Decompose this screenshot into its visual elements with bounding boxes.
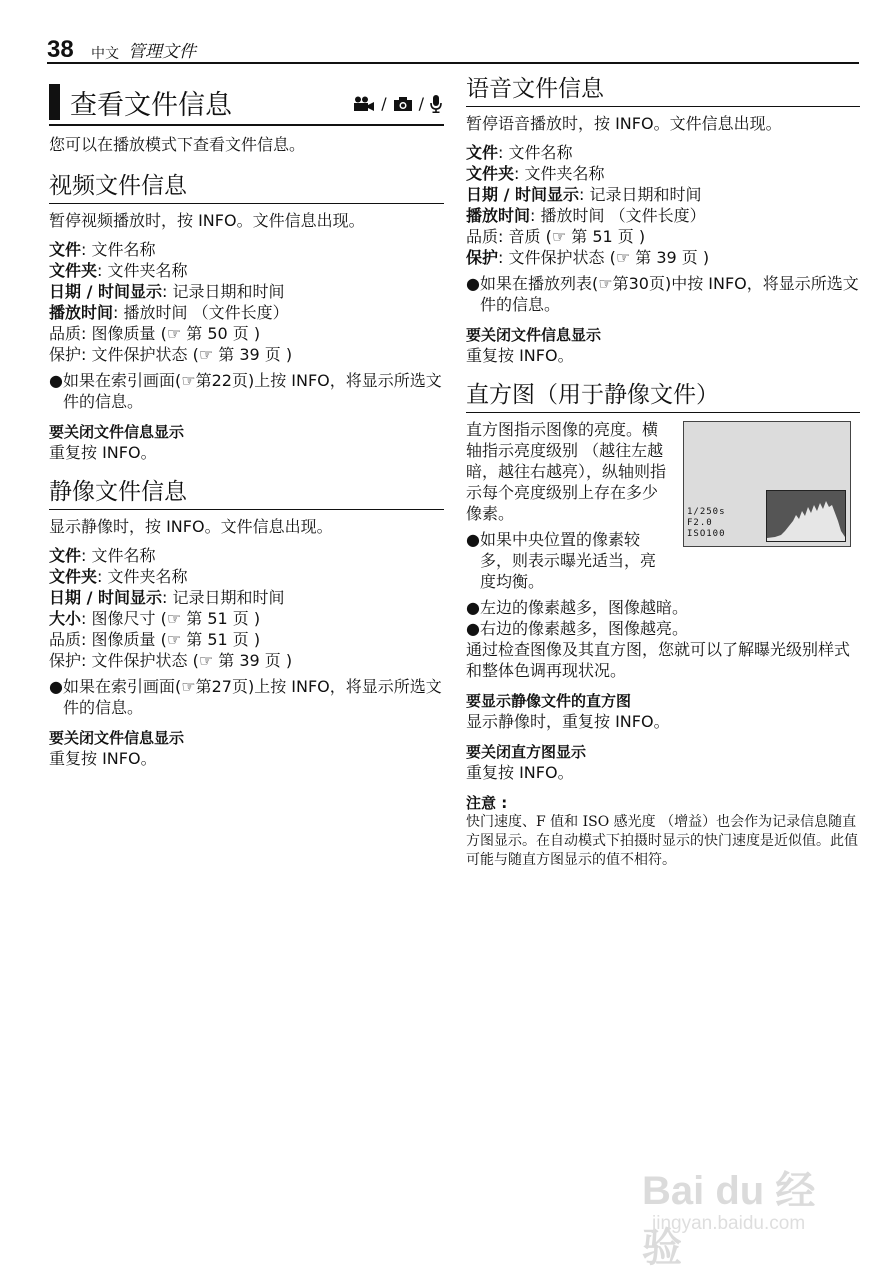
audio-heading: 语音文件信息: [466, 74, 860, 107]
page-title: 查看文件信息: [70, 90, 232, 121]
list-item: 保护: 文件保护状态 (☞ 第 39 页 ): [466, 248, 710, 267]
microphone-icon: [430, 95, 442, 113]
note-text: 快门速度、F 值和 ISO 感光度 （增益）也会作为记录信息随直方图显示。在自动模式下拍摄时显示的快门速度是近似值。此值可能与随直方图显示的值不相符。: [466, 814, 858, 868]
still-close-text: 重复按 INFO。: [49, 749, 157, 768]
video-heading: 视频文件信息: [49, 171, 444, 204]
mode-icons: [353, 94, 442, 113]
camera-icon: [393, 96, 413, 112]
list-item: 文件夹: 文件夹名称: [49, 567, 188, 586]
still-info-list: [49, 545, 444, 671]
audio-info-list: [466, 142, 860, 268]
list-item: 文件: 文件名称: [466, 143, 573, 162]
list-item: 文件夹: 文件夹名称: [49, 261, 188, 280]
note-heading: 注意 :: [466, 794, 508, 812]
watermark-url: jingyan.baidu.com: [652, 1213, 806, 1234]
histogram-close-heading: 要关闭直方图显示: [466, 743, 587, 761]
iso-value: ISO100: [687, 529, 726, 539]
audio-bullet: ● 如果在播放列表(☞第30页)中按 INFO，将显示所选文件的信息。: [466, 274, 859, 314]
list-item: 保护: 文件保护状态 (☞ 第 39 页 ): [49, 651, 293, 670]
video-camera-icon: [353, 96, 375, 112]
list-item: 文件: 文件名称: [49, 240, 156, 259]
main-title: [49, 82, 444, 126]
audio-close-text: 重复按 INFO。: [466, 346, 574, 365]
histogram-bullet-center: ● 如果中央位置的像素较多，则表示曝光适当，亮度均衡。: [466, 530, 657, 591]
video-close-text: 重复按 INFO。: [49, 443, 157, 462]
still-heading: 静像文件信息: [49, 477, 444, 510]
separator: /: [381, 94, 387, 113]
histogram-show-heading: 要显示静像文件的直方图: [466, 692, 632, 710]
title-bar-marker: [49, 84, 60, 120]
list-item: 品质: 音质 (☞ 第 51 页 ): [466, 227, 646, 246]
page-header: [47, 36, 859, 64]
watermark-logo: Bai du 经验: [642, 1169, 816, 1270]
list-item: 品质: 图像质量 (☞ 第 51 页 ): [49, 630, 261, 649]
baidu-watermark: [642, 1145, 842, 1270]
list-item: 播放时间: 播放时间 （文件长度）: [466, 206, 706, 225]
section-name: 管理文件: [128, 42, 196, 62]
list-item: 日期 / 时间显示: 记录日期和时间: [49, 282, 285, 301]
histogram-graph: [766, 490, 846, 542]
histogram-intro: 直方图指示图像的亮度。横轴指示亮度级别 （越往左越暗，越往右越亮），纵轴则指示每个亮度级别上存在多少像素。: [466, 420, 667, 523]
list-item: 文件夹: 文件夹名称: [466, 164, 605, 183]
list-item: 日期 / 时间显示: 记录日期和时间: [49, 588, 285, 607]
still-desc: 显示静像时，按 INFO。文件信息出现。: [49, 517, 333, 536]
list-item: 大小: 图像尺寸 (☞ 第 51 页 ): [49, 609, 261, 628]
histogram-heading: 直方图（用于静像文件）: [466, 380, 860, 413]
histogram-info: [687, 507, 726, 540]
histogram-section: [466, 419, 860, 592]
aperture: F2.0: [687, 518, 713, 528]
audio-close-heading: 要关闭文件信息显示: [466, 326, 602, 344]
video-close-heading: 要关闭文件信息显示: [49, 423, 185, 441]
video-bullet: ● 如果在索引画面(☞第22页)上按 INFO，将显示所选文件的信息。: [49, 371, 442, 411]
still-bullet: ● 如果在索引画面(☞第27页)上按 INFO，将显示所选文件的信息。: [49, 677, 442, 717]
list-item: 日期 / 时间显示: 记录日期和时间: [466, 185, 702, 204]
list-item: 保护: 文件保护状态 (☞ 第 39 页 ): [49, 345, 293, 364]
video-desc: 暂停视频播放时，按 INFO。文件信息出现。: [49, 211, 365, 230]
shutter-speed: 1/250s: [687, 507, 726, 517]
audio-desc: 暂停语音播放时，按 INFO。文件信息出现。: [466, 114, 782, 133]
list-item: 播放时间: 播放时间 （文件长度）: [49, 303, 289, 322]
histogram-close-text: 重复按 INFO。: [466, 763, 574, 782]
histogram-show-text: 显示静像时，重复按 INFO。: [466, 712, 670, 731]
left-column: [49, 82, 444, 769]
list-item: 文件: 文件名称: [49, 546, 156, 565]
intro-text: 您可以在播放模式下查看文件信息。: [49, 135, 306, 154]
list-item: 品质: 图像质量 (☞ 第 50 页 ): [49, 324, 261, 343]
separator: /: [418, 94, 424, 113]
still-close-heading: 要关闭文件信息显示: [49, 729, 185, 747]
histogram-bullet-left: ● 左边的像素越多，图像越暗。: [466, 598, 689, 617]
histogram-preview: [683, 421, 851, 547]
right-column: [466, 74, 860, 870]
histogram-summary: 通过检查图像及其直方图，您就可以了解曝光级别样式和整体色调再现状况。: [466, 640, 851, 680]
video-info-list: [49, 239, 444, 365]
histogram-bullet-right: ● 右边的像素越多，图像越亮。: [466, 619, 689, 638]
page-number: 38: [47, 36, 74, 63]
page-language: 中文: [91, 46, 119, 62]
